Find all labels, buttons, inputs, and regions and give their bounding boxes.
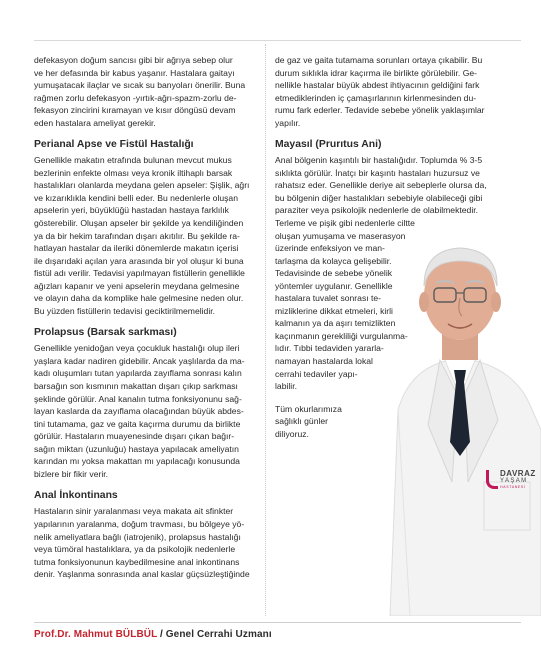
text-line: bu bölgenin diğer hastalıkları sebebiyle olabileceği gibi [275, 192, 483, 203]
coat-logo [486, 470, 536, 490]
left-column [34, 54, 256, 581]
closing-line: Tüm okurlarımıza [275, 403, 342, 414]
text-line: üzerinde enfeksiyon ve man- [275, 243, 385, 254]
text-line: veya tümöral hastalıklara, ya da psikolojik nedenlerle [34, 544, 236, 555]
text-line: bizlere bir fikir verir. [34, 468, 109, 479]
text-line: kadı oluşumları tutan yapılarda zayıflama sonrası kalın [34, 368, 242, 379]
text-line: eden hastalara ameliyat gerekir. [34, 117, 156, 128]
text-line: bezlerinin enfekte olması veya kronik iltihaplı barsak [34, 167, 233, 178]
author-separator: / [157, 629, 166, 640]
text-line: defekasyon doğum sancısı gibi bir ağrıya sebep olur [34, 55, 233, 65]
text-line: oluşan yumuşama ve maserasyon [275, 230, 406, 241]
right-column [275, 54, 521, 440]
text-line: Genellikle yenidoğan veya çocukluk hastalığı olup ileri [34, 343, 240, 354]
section-heading-prolapsus: Prolapsus (Barsak sarkması) [34, 327, 177, 339]
section-heading-perianal: Perianal Apse ve Fistül Hastalığı [34, 139, 194, 151]
section-heading-inkontinans: Anal İnkontinans [34, 490, 118, 502]
text-line: rağmen zorlu defekasyon -yırtık-ağrı-spazm-zorlu de- [34, 92, 237, 103]
author-footer [34, 629, 272, 640]
text-line: durum sıklıkla idrar kaçırma ile birlikte görülebilir. Ge- [275, 67, 478, 78]
section-body-perianal [34, 154, 256, 317]
text-line: apselerin yeri, büyüklüğü hastadan hastaya farklılık [34, 205, 229, 216]
text-line: Terleme ve pişik gibi nedenlerle ciltte [275, 218, 415, 229]
text-line: fistül adı verilir. Tedavisi yapılmayan fistüllerin genellikle [34, 268, 245, 279]
logo-small: HASTANESİ [500, 485, 526, 489]
section-body-inkontinans [34, 505, 256, 580]
text-line: ağızları kapanır ve yeni apselerin meydana gelmesine [34, 280, 240, 291]
text-line: karından mı yoksa makattan mı yapılacağı konusunda [34, 456, 240, 467]
text-line: hastalara tuvalet sonrası te- [275, 293, 382, 304]
text-line: cerrahi tedaviler yapı- [275, 368, 358, 379]
text-line: yöntemler uygulanır. Genellikle [275, 280, 393, 291]
text-line: nelik ameliyatlara bağlı (iatrojenik), prolapsus hastalığı [34, 531, 241, 542]
text-line: denir. Yaşlanma sonrasında anal kaslar güçsüzleştiğinde [34, 569, 250, 580]
text-line: etmediklerinden iç çamaşırlarının kirlenmesinden du- [275, 92, 477, 103]
column-divider [265, 44, 267, 616]
text-line: kalmanın ya da aşırı temizlikten [275, 318, 396, 329]
text-line: tarlaşma da kolayca gelişebilir. [275, 255, 392, 266]
section-body-prolapsus [34, 342, 256, 480]
text-line: tutma fonksiyonunun kaybedilmesine anal inkontinans [34, 556, 240, 567]
text-line: rahatsız eder. Genellikle deriye ait sebeplerle olursa da, [275, 180, 487, 191]
text-line: ve her defasında bir kabus yaşanır. Hastalara gaitayı [34, 67, 235, 78]
text-line: fekasyon zincirini kıramayan ve kısır döngüsü devam [34, 105, 236, 116]
text-line: de gaz ve gaita tutamama sorunları ortaya çıkabilir. Bu [275, 55, 483, 65]
closing-line: sağlıklı günler [275, 416, 329, 427]
author-role: Genel Cerrahi Uzmanı [165, 629, 272, 640]
text-line: görülür. Hastaların muayenesinde dışarı çıkan bağır- [34, 431, 235, 442]
top-rule [34, 40, 521, 41]
text-line: labilir. [275, 381, 297, 392]
text-line: kaçınmanın gerekliliği vurgulanma- [275, 330, 408, 341]
right-intro [275, 54, 521, 129]
left-intro [34, 54, 256, 129]
text-line: nellikle hastalar büyük abdest ihtiyacının geldiğini fark [275, 80, 480, 91]
text-line: paraziter veya psikolojik nedenlerle de olabilmektedir. [275, 205, 479, 216]
text-line: Anal bölgenin kaşıntılı bir hastalığıdır. Toplumda % 3-5 [275, 155, 483, 166]
text-line: ya da bir hekim tarafından dışarı akıtılır. Bu şekilde ra- [34, 230, 240, 241]
text-line: sağın miktarı (uzunluğu) hastaya yapılacak ameliyatın [34, 443, 239, 454]
text-line: gösterebilir. Oluşan apseler bir şekilde ya kendiliğinden [34, 218, 244, 229]
text-line: rumu fark ederler. Tedavide sebebe yönelik yaklaşımlar [275, 105, 485, 116]
text-line: yumuşatacak ilaçlar ve sıcak su banyoları önerilir. Buna [34, 80, 246, 91]
text-line: Bu yüzden fistüllerin tedavisi geciktirilmemelidir. [34, 305, 216, 316]
text-line: Hastaların sinir yaralanması veya makata ait sfinkter [34, 506, 234, 517]
text-line: ve olayın daha da komplike hale gelmesine neden olur. [34, 293, 244, 304]
text-line: yapılarının yaralanma, doğum travması, bu bölgeye yö- [34, 518, 245, 529]
section-body-mayasil [275, 154, 521, 440]
text-line: hastalıkları olanlarda meydana gelen apseler: Şişlik, ağrı [34, 180, 250, 191]
text-line: hatlayan hastalar da ileriki dönemlerde makatın içerisi [34, 243, 239, 254]
text-line: Genellikle makatın etrafında bulunan mevcut mukus [34, 155, 232, 166]
text-line: lıdır. Tıbbi tedaviden yararla- [275, 343, 384, 354]
logo-sub: YAŞAM [500, 478, 528, 484]
text-line: ile dışarıdaki açılan yara arasında bir yol oluşur ki buna [34, 255, 244, 266]
text-line: barsağın son kısmının makattan dışarı çıkıp sarkması [34, 381, 238, 392]
spacer [275, 393, 415, 403]
text-line: yaşlara kadar nadiren gidebilir. Ancak yaşlılarda da ma- [34, 355, 245, 366]
text-line: şeklinde görülür. Anal kanalın tutma fonksiyonunu sağ- [34, 393, 242, 404]
text-line: sıklıkta görülür. İnatçı bir kaşıntı hastaları huzursuz ve [275, 167, 480, 178]
text-line: ve kızarıklıkla kendini belli eder. Bu nedenlerle oluşan [34, 192, 238, 203]
text-line: mizliklerine dikkat etmeleri, kirli [275, 305, 393, 316]
logo-mark-icon [486, 470, 498, 489]
text-line: Tedavisinde de sebebe yönelik [275, 268, 393, 279]
text-line: yapılır. [275, 117, 301, 128]
logo-text: DAVRAZ [500, 469, 536, 478]
section-heading-mayasil: Mayasıl (Prurıtus Ani) [275, 139, 382, 151]
footer-rule [34, 622, 521, 623]
text-line: tini tutamama, gaz ve gaita kaçırma durumu da birlikte [34, 418, 241, 429]
text-line: namayan hastalarda lokal [275, 356, 373, 367]
wrapped-text [275, 217, 415, 440]
text-line: layan kaslarda da zayıflama olacağından büyük abdes- [34, 406, 244, 417]
closing-line: diliyoruz. [275, 428, 309, 439]
author-name: Prof.Dr. Mahmut BÜLBÜL [34, 629, 158, 640]
